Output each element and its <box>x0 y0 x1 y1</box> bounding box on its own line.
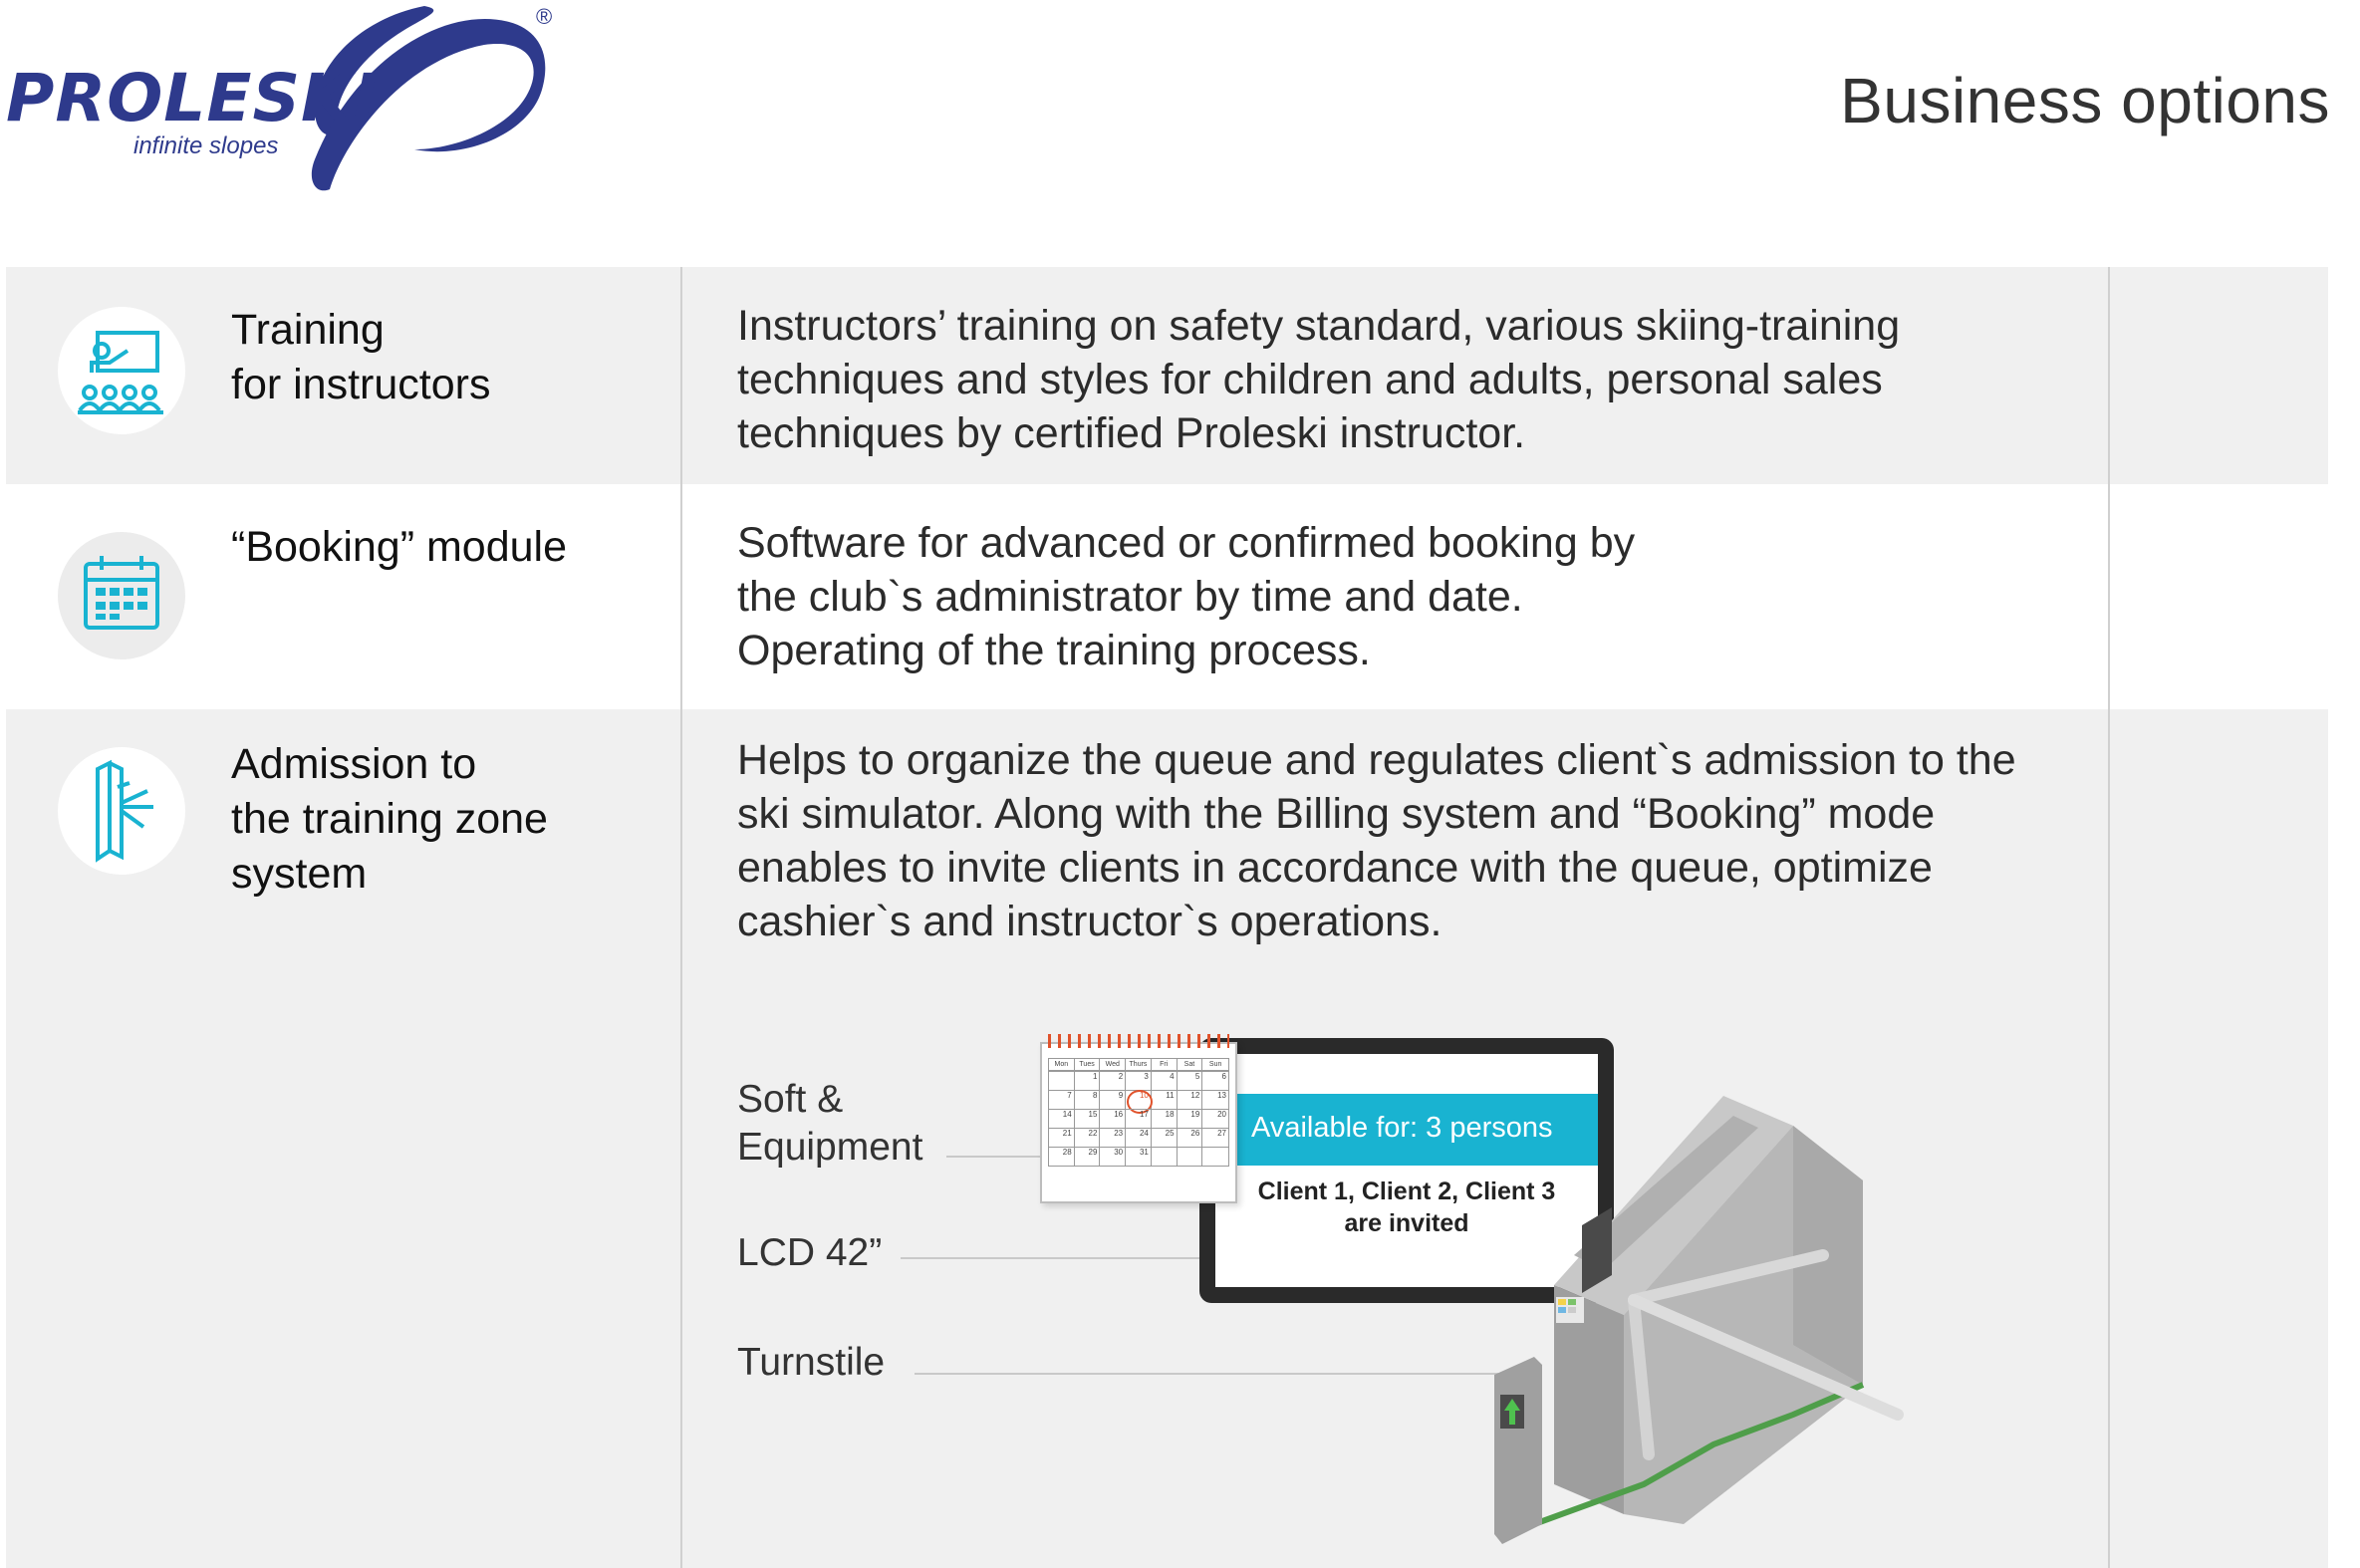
option-desc-booking: Software for advanced or confirmed booking by the club`s administrator by time and date. Operating of the training process. <box>737 519 1636 674</box>
calendar-day: 15 <box>1075 1109 1101 1128</box>
training-class-icon <box>58 307 185 434</box>
calendar-day: 27 <box>1202 1128 1228 1147</box>
brand-name: PROLESKI <box>6 60 379 136</box>
calendar-day: 12 <box>1178 1090 1203 1109</box>
option-desc-training: Instructors’ training on safety standard, various skiing-training techniques and styles for children and adults, personal sales techniques by certified Proleski instructor. <box>737 302 1901 457</box>
option-desc-admission: Helps to organize the queue and regulates client`s admission to the ski simulator. Along with the Billing system and “Booking” mode enables to invite clients in accordance with the queue, optimize cashier`s and instructor`s operations. <box>737 736 2016 945</box>
calendar-day: 29 <box>1075 1147 1101 1166</box>
calendar-weekday: Tues <box>1075 1059 1101 1070</box>
calendar-day: 9 <box>1100 1090 1126 1109</box>
calendar-day: 25 <box>1152 1128 1178 1147</box>
calendar-day: 22 <box>1075 1128 1101 1147</box>
turnstile-illustration <box>1494 1086 1933 1564</box>
calendar-day: 8 <box>1075 1090 1101 1109</box>
calendar-day: 16 <box>1100 1109 1126 1128</box>
calendar-day <box>1178 1147 1203 1166</box>
calendar-day: 1 <box>1075 1071 1101 1090</box>
calendar-day <box>1049 1071 1075 1090</box>
callout-soft-equipment: Soft & Equipment <box>737 1078 923 1169</box>
lcd-available-text: Available for: 3 persons <box>1251 1112 1553 1144</box>
page-title: Business options <box>1840 65 2330 136</box>
calendar-day: 10 <box>1126 1090 1152 1109</box>
column-divider-right <box>2108 267 2110 1568</box>
calendar-day: 30 <box>1100 1147 1126 1166</box>
logo <box>6 0 564 199</box>
calendar-day: 4 <box>1152 1071 1178 1090</box>
calendar-day: 7 <box>1049 1090 1075 1109</box>
calendar-day <box>1152 1147 1178 1166</box>
turnstile-icon <box>58 747 185 875</box>
option-name-admission: Admission to the training zone system <box>231 740 548 898</box>
calendar-day: 24 <box>1126 1128 1152 1147</box>
leader-soft-equipment <box>946 1156 1046 1158</box>
calendar-icon <box>58 532 185 659</box>
calendar-day: 18 <box>1152 1109 1178 1128</box>
lcd-invited-line1: Client 1, Client 2, Client 3 <box>1257 1177 1556 1205</box>
calendar-day: 2 <box>1100 1071 1126 1090</box>
calendar-day: 17 <box>1126 1109 1152 1128</box>
callout-turnstile: Turnstile <box>737 1341 886 1384</box>
icon-circle-training <box>58 307 185 434</box>
brand-tagline: infinite slopes <box>133 132 279 159</box>
registered-mark: ® <box>536 4 553 29</box>
calendar-grid <box>1048 1058 1229 1167</box>
calendar-day: 20 <box>1202 1109 1228 1128</box>
icon-circle-admission <box>58 747 185 875</box>
column-divider-left <box>680 267 682 1568</box>
callout-lcd: LCD 42” <box>737 1231 883 1274</box>
calendar-day: 13 <box>1202 1090 1228 1109</box>
calendar-weekday: Sun <box>1208 1061 1222 1068</box>
calendar-day: 14 <box>1049 1109 1075 1128</box>
icon-circle-booking <box>58 532 185 659</box>
option-name-booking: “Booking” module <box>231 523 568 571</box>
calendar-weekday: Wed <box>1100 1059 1126 1070</box>
calendar-day: 26 <box>1178 1128 1203 1147</box>
calendar-day: 11 <box>1152 1090 1178 1109</box>
calendar-sheet <box>1040 1042 1237 1203</box>
calendar-day: 23 <box>1100 1128 1126 1147</box>
calendar-day: 3 <box>1126 1071 1152 1090</box>
calendar-day: 19 <box>1178 1109 1203 1128</box>
calendar-weekday: Fri <box>1152 1059 1178 1070</box>
option-name-training: Training for instructors <box>231 306 491 408</box>
lcd-invited-line2: are invited <box>1344 1209 1469 1237</box>
calendar-day: 21 <box>1049 1128 1075 1147</box>
calendar-weekday: Thurs <box>1126 1059 1152 1070</box>
calendar-spiral <box>1048 1034 1229 1048</box>
leader-turnstile <box>915 1373 1522 1375</box>
calendar-day: 5 <box>1178 1071 1203 1090</box>
calendar-day <box>1202 1147 1228 1166</box>
calendar-day: 6 <box>1202 1071 1228 1090</box>
calendar-weekday: Sat <box>1178 1059 1203 1070</box>
calendar-weekday: Mon <box>1049 1059 1075 1070</box>
calendar-day: 31 <box>1126 1147 1152 1166</box>
calendar-day: 28 <box>1049 1147 1075 1166</box>
